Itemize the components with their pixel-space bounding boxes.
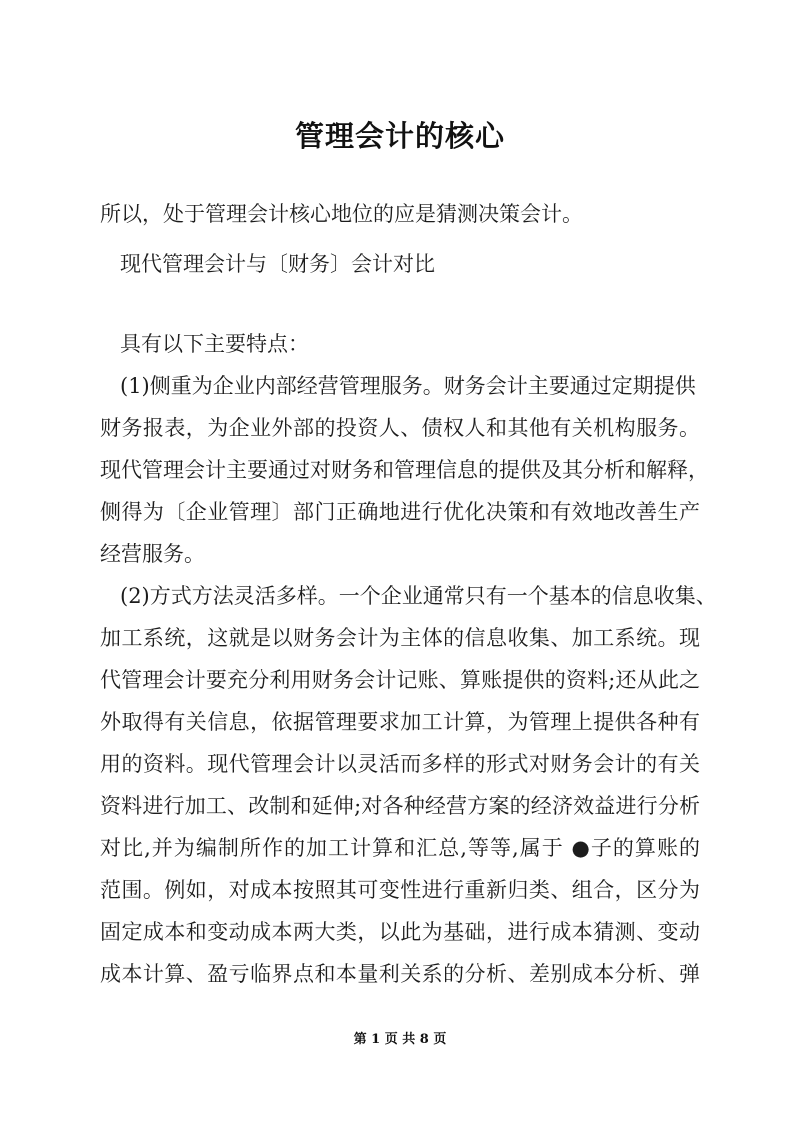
paragraph-line: 加工系统，这就是以财务会计为主体的信息收集、加工系统。现 (100, 626, 700, 650)
page-number-footer: 第 1 页 共 8 页 (353, 1032, 447, 1047)
paragraph-line: (2)方式方法灵活多样。一个企业通常只有一个基本的信息收集、 (120, 584, 717, 608)
paragraph-line: 现代管理会计主要通过对财务和管理信息的提供及其分析和解释， (100, 458, 709, 482)
paragraph-line: 现代管理会计与〔财务〕会计对比 (120, 252, 435, 276)
paragraph-line: 资料进行加工、改制和延伸;对各种经营方案的经济效益进行分析 (100, 794, 700, 818)
paragraph-line: 代管理会计要充分利用财务会计记账、算账提供的资料;还从此之 (100, 668, 700, 692)
paragraph-line: 侧得为〔企业管理〕部门正确地进行优化决策和有效地改善生产 (100, 500, 700, 524)
paragraph-line: 所以，处于管理会计核心地位的应是猜测决策会计。 (100, 202, 583, 226)
paragraph-line: 用的资料。现代管理会计以灵活而多样的形式对财务会计的有关 (100, 752, 700, 776)
paragraph-line: 范围。例如，对成本按照其可变性进行重新归类、组合，区分为 (100, 878, 700, 902)
paragraph-line: 对比,并为编制所作的加工计算和汇总,等等,属于 ●子的算账的 (100, 836, 700, 860)
paragraph-line: 固定成本和变动成本两大类，以此为基础，进行成本猜测、变动 (100, 920, 700, 944)
paragraph-line: (1)侧重为企业内部经营管理服务。财务会计主要通过定期提供 (120, 374, 696, 398)
paragraph-line: 成本计算、盈亏临界点和本量利关系的分析、差别成本分析、弹 (100, 962, 700, 986)
paragraph-line: 具有以下主要特点： (120, 332, 309, 356)
page-title: 管理会计的核心 (294, 119, 505, 153)
paragraph-line: 财务报表，为企业外部的投资人、债权人和其他有关机构服务。 (100, 416, 700, 440)
paragraph-line: 经营服务。 (100, 542, 205, 566)
paragraph-line: 外取得有关信息，依据管理要求加工计算，为管理上提供各种有 (100, 710, 700, 734)
